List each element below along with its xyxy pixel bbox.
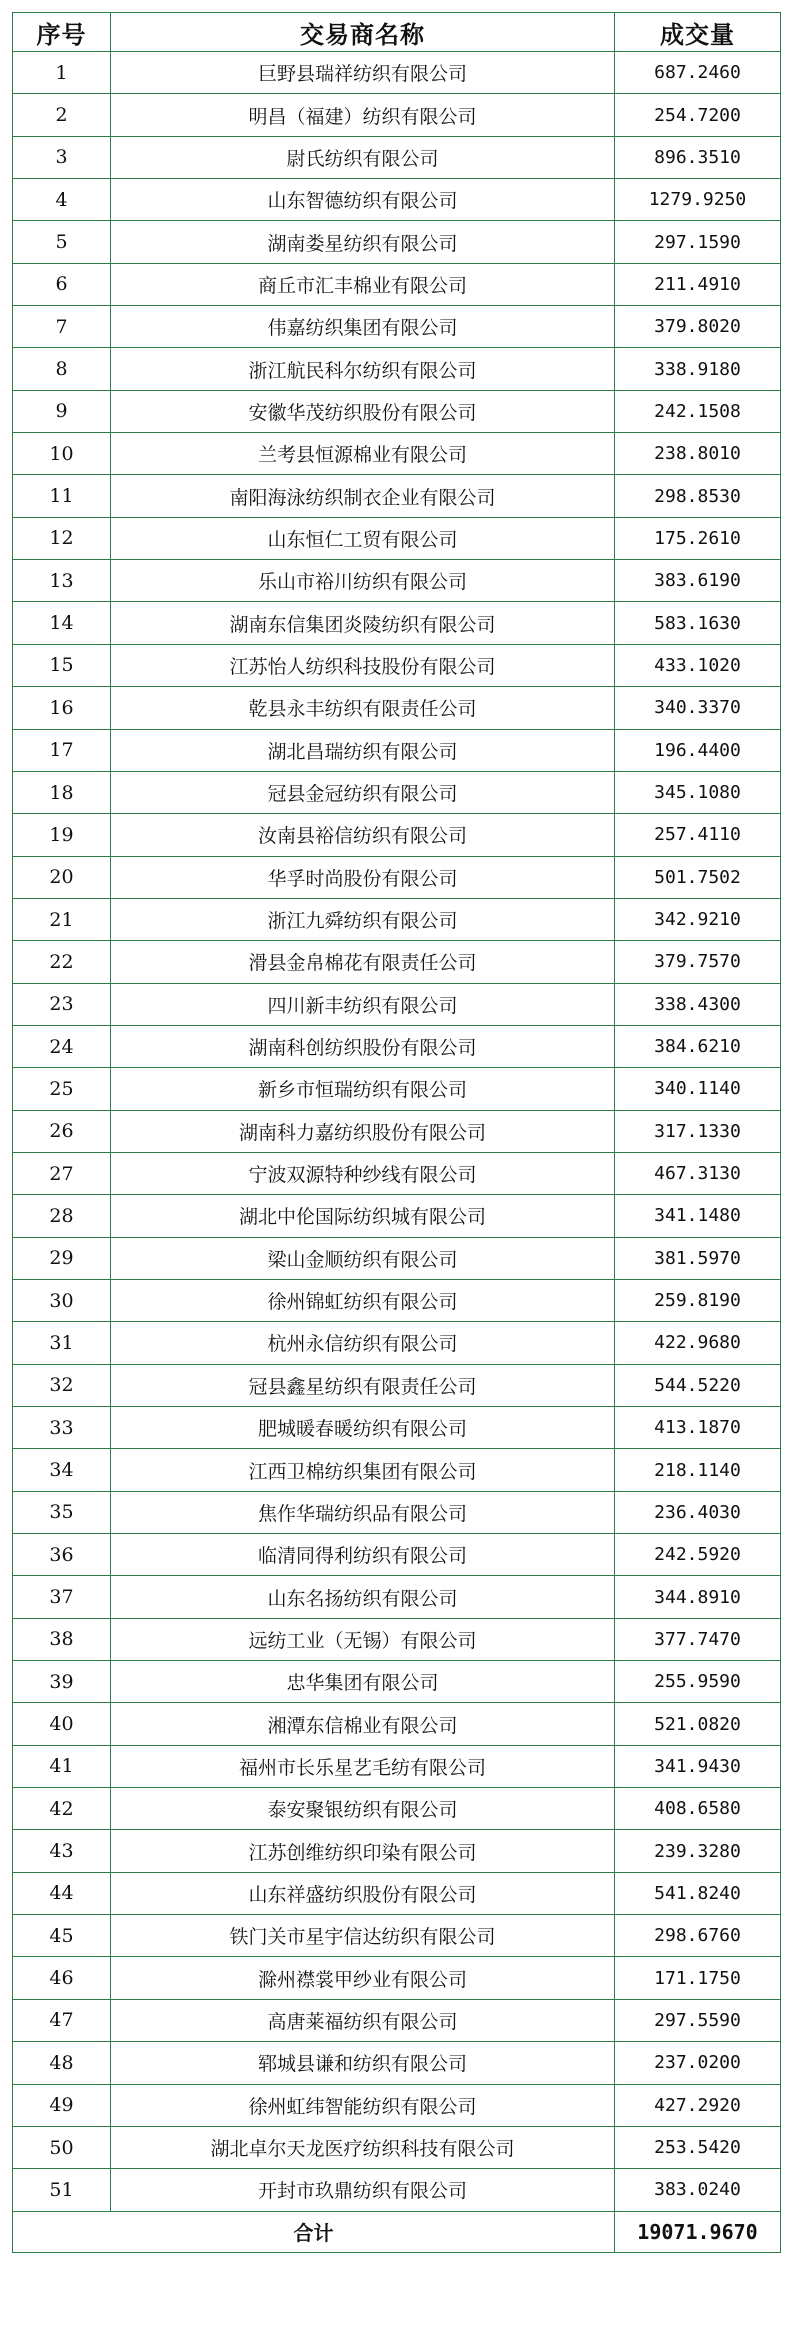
trader-name: 铁门关市星宇信达纺织有限公司 xyxy=(111,1915,615,1957)
table-row xyxy=(13,1788,781,1830)
row-index: 27 xyxy=(13,1152,111,1194)
trader-name: 杭州永信纺织有限公司 xyxy=(111,1322,615,1364)
table-row xyxy=(13,475,781,517)
row-index: 25 xyxy=(13,1068,111,1110)
trade-volume: 381.5970 xyxy=(615,1237,781,1279)
table-row xyxy=(13,94,781,136)
row-index: 16 xyxy=(13,687,111,729)
table-row xyxy=(13,1152,781,1194)
trade-volume: 298.8530 xyxy=(615,475,781,517)
trader-name: 江苏创维纺织印染有限公司 xyxy=(111,1830,615,1872)
table-row xyxy=(13,644,781,686)
trader-name: 徐州虹纬智能纺织有限公司 xyxy=(111,2084,615,2126)
row-index: 33 xyxy=(13,1407,111,1449)
table-row xyxy=(13,306,781,348)
trader-name: 滑县金帛棉花有限责任公司 xyxy=(111,941,615,983)
row-index: 1 xyxy=(13,52,111,94)
row-index: 32 xyxy=(13,1364,111,1406)
table-row xyxy=(13,433,781,475)
trader-name: 四川新丰纺织有限公司 xyxy=(111,983,615,1025)
row-index: 44 xyxy=(13,1872,111,1914)
row-index: 3 xyxy=(13,136,111,178)
row-index: 18 xyxy=(13,771,111,813)
trader-name: 伟嘉纺织集团有限公司 xyxy=(111,306,615,348)
trade-volume: 254.7200 xyxy=(615,94,781,136)
trade-volume: 298.6760 xyxy=(615,1915,781,1957)
row-index: 6 xyxy=(13,263,111,305)
trade-volume: 255.9590 xyxy=(615,1661,781,1703)
table-row xyxy=(13,1830,781,1872)
trader-name: 滁州襟裳甲纱业有限公司 xyxy=(111,1957,615,1999)
trader-name: 明昌（福建）纺织有限公司 xyxy=(111,94,615,136)
trade-volume: 242.5920 xyxy=(615,1534,781,1576)
trade-volume: 544.5220 xyxy=(615,1364,781,1406)
row-index: 51 xyxy=(13,2169,111,2211)
table-row xyxy=(13,1110,781,1152)
trader-name: 忠华集团有限公司 xyxy=(111,1661,615,1703)
row-index: 46 xyxy=(13,1957,111,1999)
table-row xyxy=(13,1195,781,1237)
row-index: 17 xyxy=(13,729,111,771)
row-index: 2 xyxy=(13,94,111,136)
trade-volume: 340.1140 xyxy=(615,1068,781,1110)
table-row xyxy=(13,1915,781,1957)
row-index: 15 xyxy=(13,644,111,686)
table-row xyxy=(13,348,781,390)
trade-volume: 583.1630 xyxy=(615,602,781,644)
row-index: 34 xyxy=(13,1449,111,1491)
row-index: 19 xyxy=(13,814,111,856)
trader-name: 焦作华瑞纺织品有限公司 xyxy=(111,1491,615,1533)
trader-name: 江苏怡人纺织科技股份有限公司 xyxy=(111,644,615,686)
trader-name: 开封市玖鼎纺织有限公司 xyxy=(111,2169,615,2211)
row-index: 5 xyxy=(13,221,111,263)
trader-name: 湖南娄星纺织有限公司 xyxy=(111,221,615,263)
row-index: 24 xyxy=(13,1025,111,1067)
table-row xyxy=(13,983,781,1025)
row-index: 47 xyxy=(13,1999,111,2041)
trader-name: 湖北昌瑞纺织有限公司 xyxy=(111,729,615,771)
row-index: 26 xyxy=(13,1110,111,1152)
header-index: 序号 xyxy=(13,13,111,52)
row-index: 40 xyxy=(13,1703,111,1745)
trader-name: 浙江航民科尔纺织有限公司 xyxy=(111,348,615,390)
table-row xyxy=(13,1576,781,1618)
trade-volume: 239.3280 xyxy=(615,1830,781,1872)
trader-name: 兰考县恒源棉业有限公司 xyxy=(111,433,615,475)
trader-name: 肥城暖春暖纺织有限公司 xyxy=(111,1407,615,1449)
trader-name: 临清同得利纺织有限公司 xyxy=(111,1534,615,1576)
row-index: 31 xyxy=(13,1322,111,1364)
trader-name: 湖南东信集团炎陵纺织有限公司 xyxy=(111,602,615,644)
table-row xyxy=(13,1491,781,1533)
trader-name: 南阳海泳纺织制衣企业有限公司 xyxy=(111,475,615,517)
trade-volume: 408.6580 xyxy=(615,1788,781,1830)
table-row xyxy=(13,1534,781,1576)
trader-name: 梁山金顺纺织有限公司 xyxy=(111,1237,615,1279)
trade-volume: 171.1750 xyxy=(615,1957,781,1999)
trade-volume: 236.4030 xyxy=(615,1491,781,1533)
trade-volume: 345.1080 xyxy=(615,771,781,813)
trader-name: 泰安聚银纺织有限公司 xyxy=(111,1788,615,1830)
trade-volume: 687.2460 xyxy=(615,52,781,94)
row-index: 12 xyxy=(13,517,111,559)
table-row xyxy=(13,221,781,263)
trader-name: 山东祥盛纺织股份有限公司 xyxy=(111,1872,615,1914)
table-row xyxy=(13,1872,781,1914)
row-index: 20 xyxy=(13,856,111,898)
table-row xyxy=(13,2126,781,2168)
header-trader-name: 交易商名称 xyxy=(111,13,615,52)
trade-volume: 379.7570 xyxy=(615,941,781,983)
trade-volume: 253.5420 xyxy=(615,2126,781,2168)
row-index: 21 xyxy=(13,898,111,940)
table-row xyxy=(13,1322,781,1364)
row-index: 45 xyxy=(13,1915,111,1957)
table-row xyxy=(13,560,781,602)
trade-volume: 384.6210 xyxy=(615,1025,781,1067)
trade-volume: 427.2920 xyxy=(615,2084,781,2126)
row-index: 22 xyxy=(13,941,111,983)
trade-volume: 379.8020 xyxy=(615,306,781,348)
trader-name: 安徽华茂纺织股份有限公司 xyxy=(111,390,615,432)
row-index: 48 xyxy=(13,2042,111,2084)
row-index: 41 xyxy=(13,1745,111,1787)
row-index: 13 xyxy=(13,560,111,602)
trade-volume: 211.4910 xyxy=(615,263,781,305)
trader-name: 商丘市汇丰棉业有限公司 xyxy=(111,263,615,305)
table-row xyxy=(13,898,781,940)
trade-volume-table xyxy=(12,12,781,2253)
table-row xyxy=(13,941,781,983)
table-row xyxy=(13,1407,781,1449)
row-index: 28 xyxy=(13,1195,111,1237)
trader-name: 乾县永丰纺织有限责任公司 xyxy=(111,687,615,729)
table-row xyxy=(13,1237,781,1279)
trade-volume: 501.7502 xyxy=(615,856,781,898)
table-row xyxy=(13,136,781,178)
trade-volume: 377.7470 xyxy=(615,1618,781,1660)
row-index: 4 xyxy=(13,179,111,221)
trader-name: 远纺工业（无锡）有限公司 xyxy=(111,1618,615,1660)
table-row xyxy=(13,517,781,559)
trader-name: 汝南县裕信纺织有限公司 xyxy=(111,814,615,856)
trade-volume: 297.5590 xyxy=(615,1999,781,2041)
total-value: 19071.9670 xyxy=(615,2211,781,2252)
trade-volume: 341.1480 xyxy=(615,1195,781,1237)
row-index: 39 xyxy=(13,1661,111,1703)
trader-name: 郓城县谦和纺织有限公司 xyxy=(111,2042,615,2084)
table-row xyxy=(13,2084,781,2126)
row-index: 49 xyxy=(13,2084,111,2126)
trader-name: 尉氏纺织有限公司 xyxy=(111,136,615,178)
trader-name: 华孚时尚股份有限公司 xyxy=(111,856,615,898)
trader-name: 山东恒仁工贸有限公司 xyxy=(111,517,615,559)
trade-volume: 521.0820 xyxy=(615,1703,781,1745)
trader-name: 巨野县瑞祥纺织有限公司 xyxy=(111,52,615,94)
row-index: 11 xyxy=(13,475,111,517)
trade-volume: 433.1020 xyxy=(615,644,781,686)
trader-name: 浙江九舜纺织有限公司 xyxy=(111,898,615,940)
table-row xyxy=(13,1025,781,1067)
row-index: 7 xyxy=(13,306,111,348)
trade-volume: 422.9680 xyxy=(615,1322,781,1364)
trade-volume: 344.8910 xyxy=(615,1576,781,1618)
trade-volume: 317.1330 xyxy=(615,1110,781,1152)
header-row xyxy=(13,13,781,52)
table-row xyxy=(13,856,781,898)
table-row xyxy=(13,263,781,305)
trader-name: 高唐莱福纺织有限公司 xyxy=(111,1999,615,2041)
table-row xyxy=(13,1364,781,1406)
row-index: 14 xyxy=(13,602,111,644)
trader-name: 乐山市裕川纺织有限公司 xyxy=(111,560,615,602)
trade-volume: 196.4400 xyxy=(615,729,781,771)
row-index: 42 xyxy=(13,1788,111,1830)
trade-volume: 338.9180 xyxy=(615,348,781,390)
table-row xyxy=(13,687,781,729)
row-index: 9 xyxy=(13,390,111,432)
row-index: 29 xyxy=(13,1237,111,1279)
table-row xyxy=(13,52,781,94)
row-index: 43 xyxy=(13,1830,111,1872)
trader-name: 湘潭东信棉业有限公司 xyxy=(111,1703,615,1745)
trader-name: 山东名扬纺织有限公司 xyxy=(111,1576,615,1618)
trade-volume: 340.3370 xyxy=(615,687,781,729)
table-row xyxy=(13,1618,781,1660)
trade-volume: 175.2610 xyxy=(615,517,781,559)
table-row xyxy=(13,1703,781,1745)
row-index: 38 xyxy=(13,1618,111,1660)
table-row xyxy=(13,729,781,771)
trade-volume: 413.1870 xyxy=(615,1407,781,1449)
table-row xyxy=(13,1279,781,1321)
trader-name: 冠县金冠纺织有限公司 xyxy=(111,771,615,813)
trader-name: 冠县鑫星纺织有限责任公司 xyxy=(111,1364,615,1406)
table-row xyxy=(13,771,781,813)
trader-name: 湖北卓尔天龙医疗纺织科技有限公司 xyxy=(111,2126,615,2168)
trade-volume: 257.4110 xyxy=(615,814,781,856)
trader-name: 山东智德纺织有限公司 xyxy=(111,179,615,221)
trader-name: 湖南科力嘉纺织股份有限公司 xyxy=(111,1110,615,1152)
trade-volume: 237.0200 xyxy=(615,2042,781,2084)
table-row xyxy=(13,1661,781,1703)
trade-volume: 896.3510 xyxy=(615,136,781,178)
row-index: 30 xyxy=(13,1279,111,1321)
table-body xyxy=(13,52,781,2212)
trade-volume: 238.8010 xyxy=(615,433,781,475)
table-row xyxy=(13,2042,781,2084)
row-index: 50 xyxy=(13,2126,111,2168)
row-index: 10 xyxy=(13,433,111,475)
trader-name: 新乡市恒瑞纺织有限公司 xyxy=(111,1068,615,1110)
trader-name: 宁波双源特种纱线有限公司 xyxy=(111,1152,615,1194)
trade-volume: 383.6190 xyxy=(615,560,781,602)
trade-volume: 541.8240 xyxy=(615,1872,781,1914)
row-index: 35 xyxy=(13,1491,111,1533)
trade-volume: 259.8190 xyxy=(615,1279,781,1321)
row-index: 36 xyxy=(13,1534,111,1576)
trade-volume: 383.0240 xyxy=(615,2169,781,2211)
total-label: 合计 xyxy=(13,2211,615,2252)
table-row xyxy=(13,1999,781,2041)
trade-volume: 467.3130 xyxy=(615,1152,781,1194)
trade-volume: 242.1508 xyxy=(615,390,781,432)
trader-name: 徐州锦虹纺织有限公司 xyxy=(111,1279,615,1321)
header-volume: 成交量 xyxy=(615,13,781,52)
table-row xyxy=(13,1068,781,1110)
trader-name: 湖北中伦国际纺织城有限公司 xyxy=(111,1195,615,1237)
row-index: 8 xyxy=(13,348,111,390)
total-row xyxy=(13,2211,781,2252)
trader-name: 湖南科创纺织股份有限公司 xyxy=(111,1025,615,1067)
trade-volume: 342.9210 xyxy=(615,898,781,940)
table-row xyxy=(13,179,781,221)
trade-volume: 338.4300 xyxy=(615,983,781,1025)
table-row xyxy=(13,1745,781,1787)
table-row xyxy=(13,390,781,432)
row-index: 23 xyxy=(13,983,111,1025)
row-index: 37 xyxy=(13,1576,111,1618)
table-row xyxy=(13,2169,781,2211)
table-row xyxy=(13,1449,781,1491)
table-row xyxy=(13,602,781,644)
trade-volume-sheet xyxy=(12,12,780,2253)
trade-volume: 297.1590 xyxy=(615,221,781,263)
trade-volume: 1279.9250 xyxy=(615,179,781,221)
table-row xyxy=(13,1957,781,1999)
trade-volume: 218.1140 xyxy=(615,1449,781,1491)
trader-name: 江西卫棉纺织集团有限公司 xyxy=(111,1449,615,1491)
table-row xyxy=(13,814,781,856)
trader-name: 福州市长乐星艺毛纺有限公司 xyxy=(111,1745,615,1787)
trade-volume: 341.9430 xyxy=(615,1745,781,1787)
